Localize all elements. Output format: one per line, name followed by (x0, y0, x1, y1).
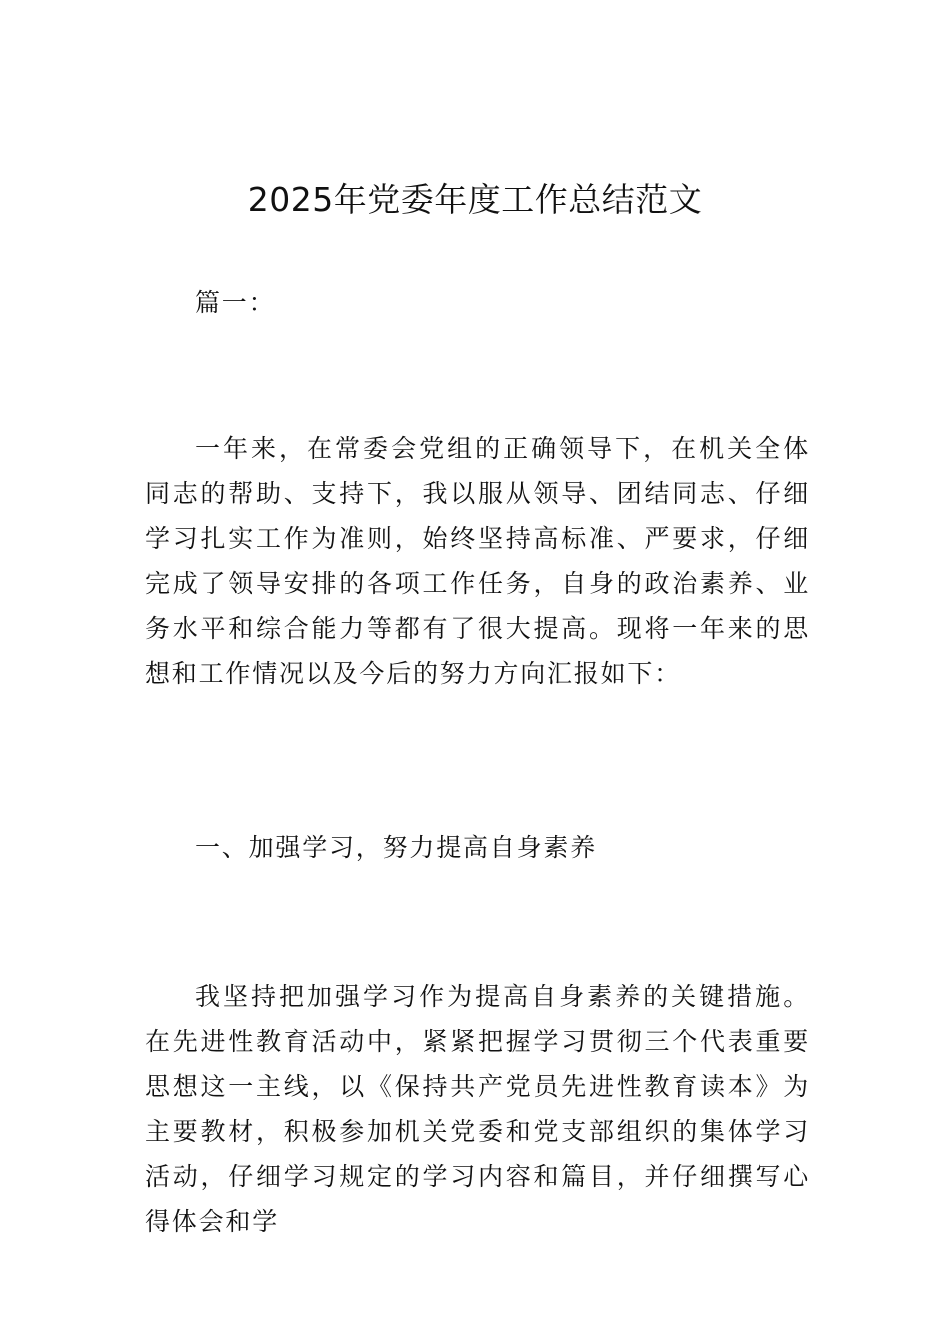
section-heading: 一、加强学习，努力提高自身素养 (195, 833, 598, 862)
section-label: 篇一： (195, 288, 276, 317)
document-title: 2025年党委年度工作总结范文 (247, 180, 703, 219)
paragraph-intro: 一年来，在常委会党组的正确领导下，在机关全体同志的帮助、支持下，我以服从领导、团结同志、仔细学习扎实工作为准则，始终坚持高标准、严要求，仔细完成了领导安排的各项工作任务，自身的政治素养、业务水平和综合能力等都有了很大提高。现将一年来的思想和工作情况以及今后的努力方向汇报如下： (145, 434, 810, 688)
paragraph-study: 我坚持把加强学习作为提高自身素养的关键措施。在先进性教育活动中，紧紧把握学习贯彻三个代表重要思想这一主线，以《保持共产党员先进性教育读本》为主要教材，积极参加机关党委和党支部组织的集体学习活动，仔细学习规定的学习内容和篇目，并仔细撰写心得体会和学 (145, 982, 810, 1236)
